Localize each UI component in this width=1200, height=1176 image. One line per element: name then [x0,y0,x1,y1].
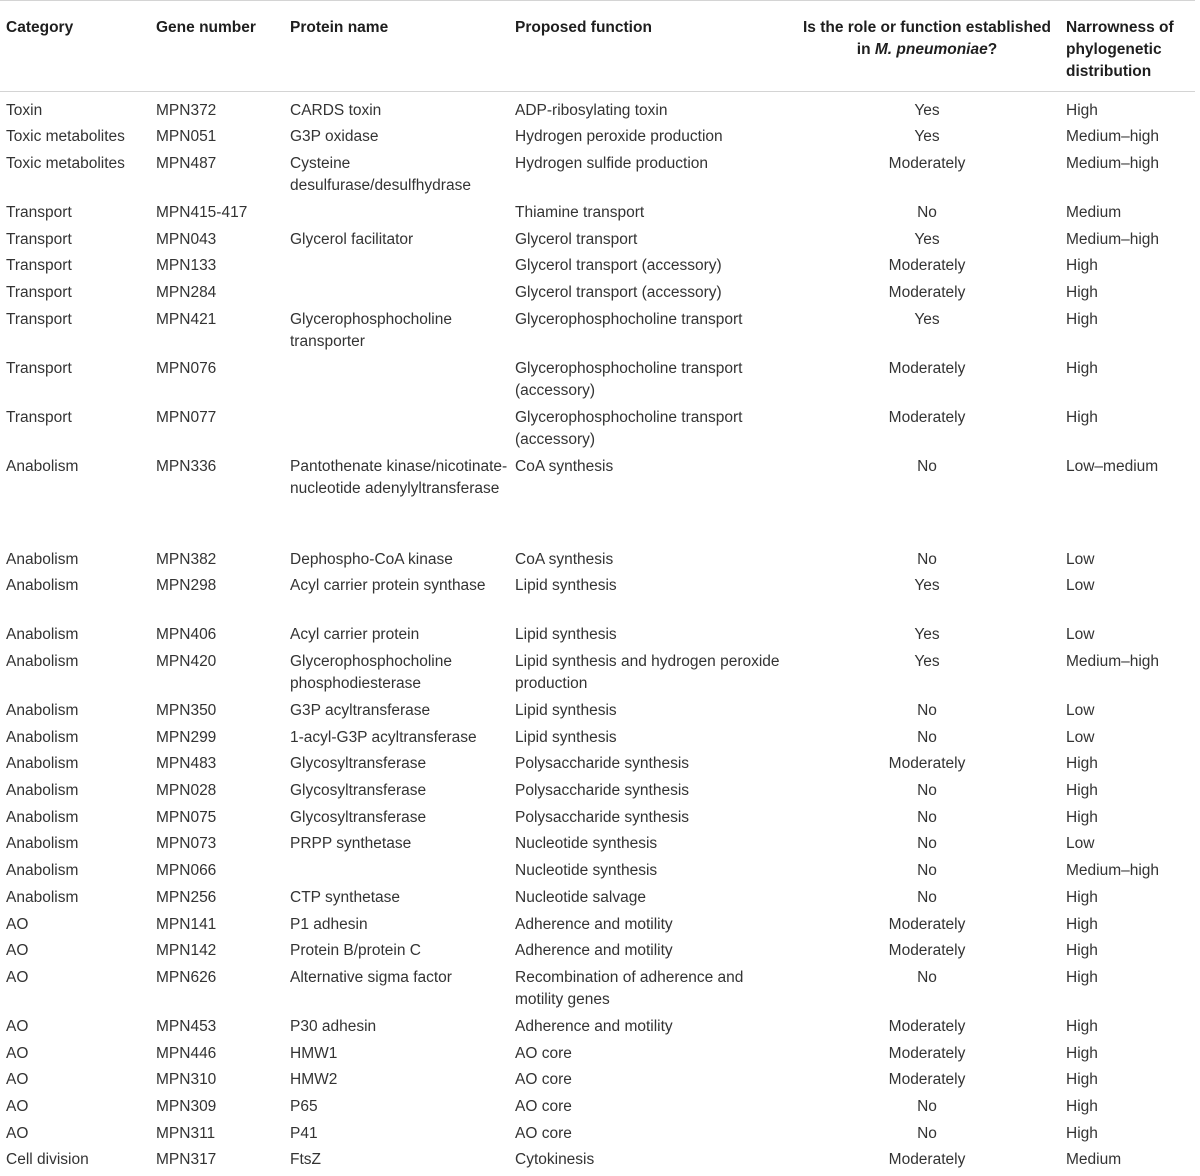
cell-gene-number: MPN453 [150,1016,284,1043]
cell-narrowness: High [1060,1123,1195,1150]
cell-gene-number: MPN421 [150,309,284,358]
cell-category: Toxic metabolites [0,153,150,202]
cell-category: Anabolism [0,651,150,700]
cell-narrowness: High [1060,940,1195,967]
header-established [794,1,1060,92]
cell-gene-number: MPN077 [150,407,284,456]
cell-narrowness: High [1060,807,1195,834]
cell-narrowness: High [1060,753,1195,780]
cell-gene-number: MPN446 [150,1043,284,1070]
table-row [0,753,1195,780]
table-row [0,860,1195,887]
cell-proposed-function: Adherence and motility [509,940,794,967]
cell-narrowness: Medium [1060,202,1195,229]
cell-protein-name: FtsZ [284,1149,509,1176]
cell-category: AO [0,1043,150,1070]
cell-proposed-function: Cytokinesis [509,1149,794,1176]
cell-protein-name: Glycerophosphocholine transporter [284,309,509,358]
cell-proposed-function: Lipid synthesis [509,624,794,651]
cell-narrowness: Medium–high [1060,651,1195,700]
table-row [0,282,1195,309]
table-row [0,309,1195,358]
cell-proposed-function: Thiamine transport [509,202,794,229]
cell-proposed-function: Glycerol transport [509,229,794,256]
header-proposed-function: Proposed function [509,1,794,92]
cell-established: Yes [794,651,1060,700]
table-row [0,456,1195,549]
cell-gene-number: MPN043 [150,229,284,256]
cell-protein-name: G3P oxidase [284,126,509,153]
cell-category: Transport [0,282,150,309]
header-narrowness: Narrowness of phylogenetic distribution [1060,1,1195,92]
cell-proposed-function: Polysaccharide synthesis [509,780,794,807]
cell-gene-number: MPN626 [150,967,284,1016]
cell-category: Anabolism [0,860,150,887]
table-header [0,1,1195,92]
cell-category: Transport [0,202,150,229]
cell-proposed-function: Nucleotide synthesis [509,860,794,887]
cell-protein-name: Pantothenate kinase/nicotinate-nucleotide adenylyltransferase [284,456,509,549]
cell-protein-name: P30 adhesin [284,1016,509,1043]
cell-gene-number: MPN073 [150,833,284,860]
cell-established: No [794,833,1060,860]
cell-gene-number: MPN420 [150,651,284,700]
header-row [0,1,1195,92]
header-protein-name: Protein name [284,1,509,92]
table-row [0,126,1195,153]
cell-narrowness: High [1060,780,1195,807]
cell-proposed-function: ADP-ribosylating toxin [509,92,794,127]
cell-category: AO [0,914,150,941]
cell-proposed-function: Hydrogen sulfide production [509,153,794,202]
cell-narrowness: Low [1060,700,1195,727]
cell-category: Anabolism [0,887,150,914]
cell-gene-number: MPN298 [150,575,284,624]
header-gene-number: Gene number [150,1,284,92]
cell-established: No [794,1096,1060,1123]
cell-narrowness: High [1060,1069,1195,1096]
cell-category: Anabolism [0,700,150,727]
table-row [0,229,1195,256]
cell-established: No [794,549,1060,576]
cell-narrowness: Medium–high [1060,229,1195,256]
cell-proposed-function: Glycerol transport (accessory) [509,255,794,282]
cell-category: Anabolism [0,807,150,834]
header-category: Category [0,1,150,92]
cell-established: No [794,1123,1060,1150]
cell-established: Moderately [794,1043,1060,1070]
cell-category: Transport [0,255,150,282]
cell-category: Toxin [0,92,150,127]
cell-established: Moderately [794,753,1060,780]
table-row [0,1043,1195,1070]
cell-protein-name: HMW2 [284,1069,509,1096]
cell-gene-number: MPN284 [150,282,284,309]
cell-narrowness: High [1060,967,1195,1016]
cell-proposed-function: CoA synthesis [509,549,794,576]
cell-narrowness: Medium–high [1060,153,1195,202]
cell-established: No [794,860,1060,887]
cell-established: Yes [794,624,1060,651]
cell-category: AO [0,1069,150,1096]
cell-gene-number: MPN309 [150,1096,284,1123]
cell-narrowness: Medium [1060,1149,1195,1176]
cell-gene-number: MPN066 [150,860,284,887]
cell-established: Moderately [794,1149,1060,1176]
cell-protein-name: P65 [284,1096,509,1123]
cell-established: Moderately [794,1016,1060,1043]
cell-category: AO [0,1123,150,1150]
cell-category: Transport [0,229,150,256]
cell-narrowness: High [1060,914,1195,941]
cell-proposed-function: Adherence and motility [509,914,794,941]
cell-established: No [794,967,1060,1016]
table-row [0,651,1195,700]
cell-category: Anabolism [0,727,150,754]
cell-category: Anabolism [0,780,150,807]
header-established-prefix: Is the role or function established in [803,19,1051,58]
cell-narrowness: Low [1060,727,1195,754]
cell-proposed-function: Lipid synthesis [509,727,794,754]
cell-established: Moderately [794,282,1060,309]
cell-gene-number: MPN076 [150,358,284,407]
cell-gene-number: MPN311 [150,1123,284,1150]
cell-established: No [794,807,1060,834]
cell-proposed-function: AO core [509,1069,794,1096]
cell-category: Anabolism [0,753,150,780]
cell-narrowness: High [1060,887,1195,914]
cell-category: Toxic metabolites [0,126,150,153]
table-row [0,255,1195,282]
cell-proposed-function: Polysaccharide synthesis [509,807,794,834]
cell-proposed-function: Lipid synthesis and hydrogen peroxide production [509,651,794,700]
cell-protein-name: P41 [284,1123,509,1150]
cell-gene-number: MPN350 [150,700,284,727]
cell-proposed-function: AO core [509,1123,794,1150]
cell-protein-name: PRPP synthetase [284,833,509,860]
cell-gene-number: MPN317 [150,1149,284,1176]
table-row [0,1016,1195,1043]
cell-protein-name: Glycerophosphocholine phosphodiesterase [284,651,509,700]
table-row [0,1149,1195,1176]
cell-protein-name [284,202,509,229]
cell-protein-name: G3P acyltransferase [284,700,509,727]
cell-protein-name: Dephospho-CoA kinase [284,549,509,576]
cell-gene-number: MPN487 [150,153,284,202]
table-row [0,807,1195,834]
cell-category: Anabolism [0,549,150,576]
cell-proposed-function: Glycerophosphocholine transport [509,309,794,358]
cell-narrowness: Medium–high [1060,860,1195,887]
cell-narrowness: High [1060,92,1195,127]
cell-established: No [794,780,1060,807]
cell-protein-name: Alternative sigma factor [284,967,509,1016]
cell-protein-name [284,282,509,309]
cell-gene-number: MPN141 [150,914,284,941]
cell-established: No [794,727,1060,754]
cell-gene-number: MPN406 [150,624,284,651]
cell-established: Moderately [794,407,1060,456]
cell-protein-name: Glycosyltransferase [284,807,509,834]
cell-proposed-function: Nucleotide synthesis [509,833,794,860]
cell-narrowness: Low [1060,575,1195,624]
cell-proposed-function: AO core [509,1043,794,1070]
cell-proposed-function: Lipid synthesis [509,575,794,624]
cell-gene-number: MPN028 [150,780,284,807]
table-row [0,624,1195,651]
cell-category: Anabolism [0,575,150,624]
table-body [0,92,1195,1176]
table-row [0,887,1195,914]
table-row [0,700,1195,727]
table-row [0,1069,1195,1096]
cell-narrowness: High [1060,309,1195,358]
cell-proposed-function: Glycerophosphocholine transport (accessory) [509,358,794,407]
cell-gene-number: MPN299 [150,727,284,754]
table-row [0,967,1195,1016]
table-row [0,153,1195,202]
cell-narrowness: High [1060,358,1195,407]
table-row [0,727,1195,754]
cell-protein-name: P1 adhesin [284,914,509,941]
table-row [0,358,1195,407]
cell-category: Anabolism [0,624,150,651]
cell-established: No [794,887,1060,914]
cell-proposed-function: Polysaccharide synthesis [509,753,794,780]
table-row [0,914,1195,941]
cell-category: Anabolism [0,456,150,549]
cell-established: No [794,456,1060,549]
cell-protein-name: 1-acyl-G3P acyltransferase [284,727,509,754]
cell-gene-number: MPN075 [150,807,284,834]
table-row [0,1123,1195,1150]
cell-established: No [794,700,1060,727]
table-row [0,549,1195,576]
cell-category: Transport [0,309,150,358]
cell-category: AO [0,1016,150,1043]
cell-protein-name: Glycosyltransferase [284,780,509,807]
cell-established: Yes [794,575,1060,624]
cell-protein-name: Cysteine desulfurase/desulfhydrase [284,153,509,202]
cell-proposed-function: Hydrogen peroxide production [509,126,794,153]
cell-established: Moderately [794,358,1060,407]
cell-gene-number: MPN051 [150,126,284,153]
cell-established: Yes [794,229,1060,256]
cell-proposed-function: Recombination of adherence and motility genes [509,967,794,1016]
cell-proposed-function: AO core [509,1096,794,1123]
table-row [0,780,1195,807]
table-row [0,92,1195,127]
cell-established: Moderately [794,1069,1060,1096]
cell-protein-name: Glycerol facilitator [284,229,509,256]
cell-protein-name: Acyl carrier protein synthase [284,575,509,624]
cell-proposed-function: CoA synthesis [509,456,794,549]
cell-narrowness: Low [1060,833,1195,860]
cell-category: AO [0,967,150,1016]
table-row [0,407,1195,456]
table-row [0,575,1195,624]
table-row [0,940,1195,967]
cell-protein-name: Acyl carrier protein [284,624,509,651]
cell-protein-name [284,407,509,456]
cell-narrowness: High [1060,407,1195,456]
header-established-species: M. pneumoniae [875,41,988,58]
cell-proposed-function: Glycerophosphocholine transport (accessory) [509,407,794,456]
cell-narrowness: High [1060,282,1195,309]
cell-gene-number: MPN483 [150,753,284,780]
cell-gene-number: MPN382 [150,549,284,576]
cell-established: Yes [794,92,1060,127]
cell-established: No [794,202,1060,229]
cell-proposed-function: Nucleotide salvage [509,887,794,914]
cell-protein-name [284,860,509,887]
cell-gene-number: MPN372 [150,92,284,127]
cell-narrowness: Low [1060,624,1195,651]
cell-narrowness: High [1060,1043,1195,1070]
cell-narrowness: High [1060,1096,1195,1123]
cell-gene-number: MPN310 [150,1069,284,1096]
cell-protein-name: Protein B/protein C [284,940,509,967]
cell-gene-number: MPN133 [150,255,284,282]
cell-gene-number: MPN256 [150,887,284,914]
cell-gene-number: MPN415-417 [150,202,284,229]
cell-established: Yes [794,126,1060,153]
header-established-suffix: ? [988,41,997,58]
cell-category: AO [0,1096,150,1123]
cell-established: Moderately [794,255,1060,282]
cell-established: Moderately [794,940,1060,967]
cell-narrowness: High [1060,1016,1195,1043]
cell-gene-number: MPN336 [150,456,284,549]
cell-proposed-function: Glycerol transport (accessory) [509,282,794,309]
cell-category: Transport [0,407,150,456]
cell-protein-name: Glycosyltransferase [284,753,509,780]
cell-proposed-function: Adherence and motility [509,1016,794,1043]
cell-narrowness: Medium–high [1060,126,1195,153]
cell-established: Yes [794,309,1060,358]
cell-protein-name [284,358,509,407]
table-row [0,1096,1195,1123]
cell-established: Moderately [794,914,1060,941]
cell-category: Cell division [0,1149,150,1176]
cell-established: Moderately [794,153,1060,202]
cell-category: AO [0,940,150,967]
cell-proposed-function: Lipid synthesis [509,700,794,727]
table-row [0,833,1195,860]
cell-protein-name: CTP synthetase [284,887,509,914]
cell-category: Transport [0,358,150,407]
cell-narrowness: Low–medium [1060,456,1195,549]
cell-protein-name [284,255,509,282]
cell-narrowness: High [1060,255,1195,282]
cell-protein-name: HMW1 [284,1043,509,1070]
table-row [0,202,1195,229]
cell-category: Anabolism [0,833,150,860]
cell-narrowness: Low [1060,549,1195,576]
cell-gene-number: MPN142 [150,940,284,967]
cell-protein-name: CARDS toxin [284,92,509,127]
